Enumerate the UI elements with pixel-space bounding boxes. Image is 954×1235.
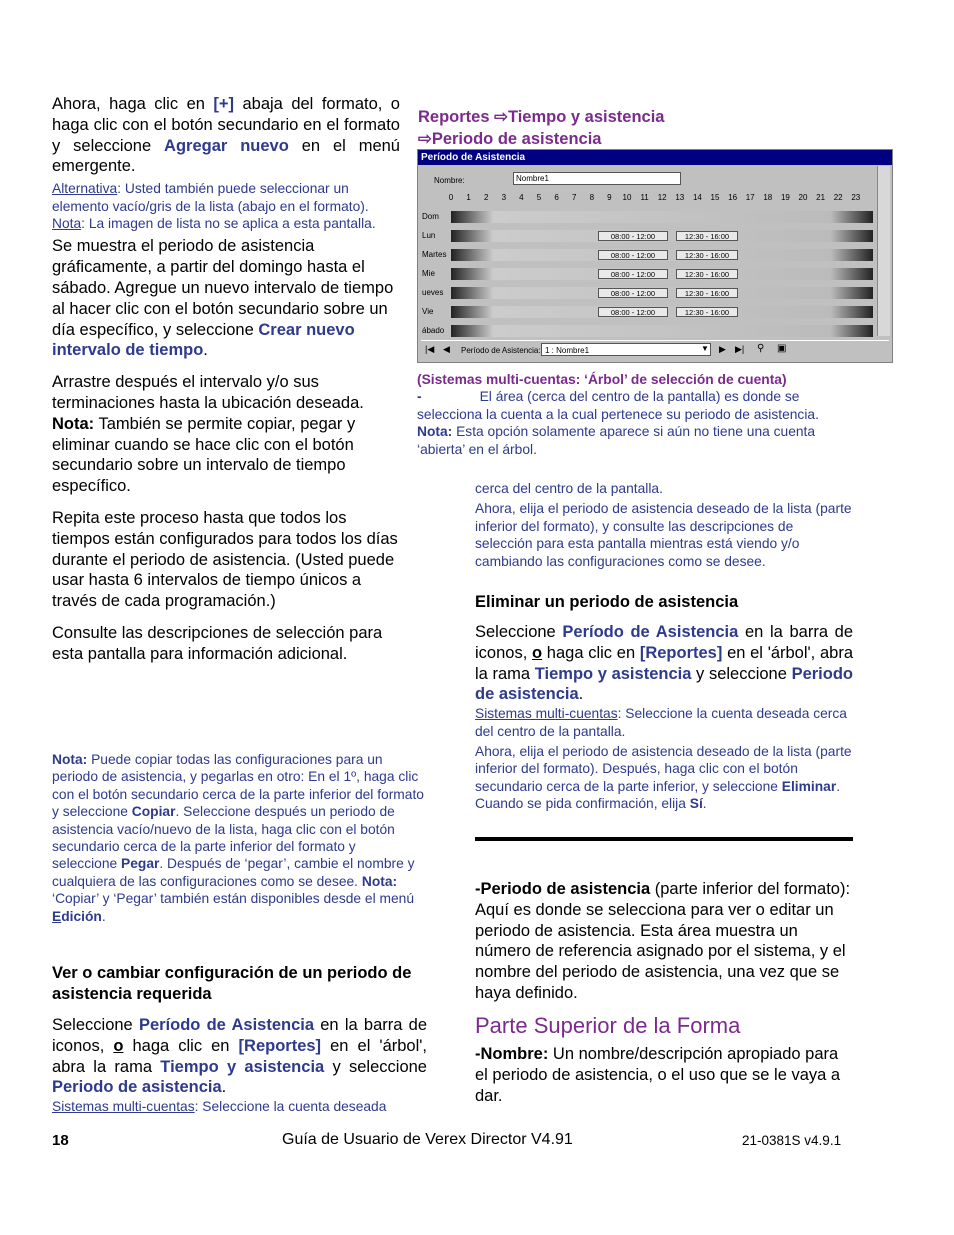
hour-label: 3: [501, 193, 507, 202]
hour-label: 11: [640, 193, 649, 202]
hour-label: 13: [675, 193, 685, 202]
window-title: Período de Asistencia: [418, 150, 892, 165]
form-top-section: [475, 1012, 853, 1106]
arrow-icon: ⇨: [418, 130, 432, 148]
time-interval[interactable]: 12:30 - 16:00: [676, 288, 738, 298]
time-interval[interactable]: 08:00 - 12:00: [598, 250, 668, 260]
day-label: Martes: [422, 250, 447, 259]
day-label: ábado: [422, 326, 445, 335]
delete-section: [475, 592, 853, 813]
hour-label: 19: [780, 193, 790, 202]
hour-label: 22: [833, 193, 843, 202]
hour-label: 5: [536, 193, 542, 202]
view-change-continued: cerca del centro de la pantalla. Ahora, elija el periodo de asistencia deseado de la lista (parte inferior del formato), y consulte las descripciones de selección para esta pantalla mientras está viendo y/o cambiando las configuraciones como se desee.: [475, 481, 852, 569]
next-record-icon[interactable]: ▶: [719, 344, 726, 354]
multi-account-note-left: Sistemas multi-cuentas: Seleccione la cuenta deseada: [52, 1099, 387, 1115]
attendance-period-window: [417, 149, 893, 363]
intro-paragraph: Ahora, haga clic en [+] abaja del formato, o haga clic con el botón secundario en el formato y seleccione Agregar nuevo en el menú emergente.: [52, 95, 400, 176]
copy-note: Nota: Puede copiar todas las configuraciones para un periodo de asistencia, y pegarlas en otro: En el 1º, haga clic con el botón secundario cerca de la parte inferior del formato y seleccione Copiar. Seleccione después un periodo de asistencia vacío/nuevo de la lista, haga clic con el botón secundario cerca de la parte inferior del formato y seleccione Pegar. Después de ‘pegar’, cambie el nombre y cualquiera de las configuraciones como se desee. Nota: ‘Copiar’ y ‘Pegar’ también están disponibles desde el menú Edición.: [52, 752, 424, 924]
delete-heading: Eliminar un periodo de asistencia: [475, 593, 739, 611]
time-interval[interactable]: 08:00 - 12:00: [598, 269, 668, 279]
time-interval[interactable]: 08:00 - 12:00: [598, 288, 668, 298]
hour-label: 14: [692, 193, 702, 202]
day-row[interactable]: [451, 306, 873, 318]
view-change-section: [52, 963, 427, 1116]
hour-label: 17: [745, 193, 755, 202]
view-change-paragraph: Seleccione Período de Asistencia en la barra de iconos, o haga clic en [Reportes] en el 'árbol', abra la rama Tiempo y asistencia y seleccione Periodo de asistencia.: [52, 1016, 427, 1097]
hour-label: 20: [798, 193, 808, 202]
view-change-heading: Ver o cambiar configuración de un periodo de asistencia requerida: [52, 964, 412, 1003]
delete-paragraph: Seleccione Período de Asistencia en la barra de iconos, o haga clic en [Reportes] en el 'árbol', abra la rama Tiempo y asistencia y seleccione Periodo de asistencia.: [475, 623, 854, 704]
hour-label: 21: [816, 193, 826, 202]
drag-paragraph: Arrastre después el intervalo y/o sus terminaciones hasta la ubicación deseada. Nota: También se permite copiar, pegar y eliminar cuando se hace clic con el botón secundario sobre un intervalo de tiempo específico.: [52, 373, 364, 496]
last-record-icon[interactable]: ▶|: [735, 344, 745, 354]
time-interval[interactable]: 12:30 - 16:00: [676, 250, 738, 260]
period-description: -Periodo de asistencia (parte inferior del formato): Aquí es donde se selecciona para ver o editar un periodo de asistencia. Esta área muestra un número de referencia asignado por el sistema, y el nombre del periodo de asistencia, una vez que se haya definido.: [475, 880, 851, 1002]
name-label: Nombre:: [434, 176, 465, 185]
time-interval[interactable]: 08:00 - 12:00: [598, 231, 668, 241]
footer-title: Guía de Usuario de Verex Director V4.91: [282, 1131, 573, 1148]
section-divider: [475, 837, 853, 841]
consult-paragraph: Consulte las descripciones de selección para esta pantalla para información adicional.: [52, 623, 383, 663]
period-label: Período de Asistencia:: [461, 346, 541, 355]
day-row[interactable]: [451, 268, 873, 280]
hour-label: 16: [728, 193, 738, 202]
day-row[interactable]: [451, 287, 873, 299]
prev-record-icon[interactable]: ◀: [443, 344, 450, 354]
day-label: Mie: [422, 269, 435, 278]
day-row[interactable]: [451, 325, 873, 337]
name-input[interactable]: [513, 172, 681, 185]
hour-label: 15: [710, 193, 720, 202]
arrow-icon: ⇨: [494, 108, 508, 126]
day-row[interactable]: [451, 249, 873, 261]
hour-label: 0: [448, 193, 454, 202]
print-icon[interactable]: ▣: [777, 343, 787, 354]
image-note: Nota: La imagen de lista no se aplica a esta pantalla.: [52, 216, 376, 231]
day-label: ueves: [422, 288, 444, 297]
breadcrumb: Reportes ⇨Tiempo y asistencia ⇨Periodo de asistencia: [418, 108, 665, 148]
delete-note: Ahora, elija el periodo de asistencia deseado de la lista (parte inferior del formato). Después, haga clic con el botón secundario cerca de la parte inferior, y seleccione Eliminar. Cuando se pida confirmación, elija Sí.: [475, 744, 852, 812]
multi-account-note-right: Sistemas multi-cuentas: Seleccione la cuenta deseada cerca del centro de la pantalla.: [475, 706, 847, 739]
hour-label: 4: [519, 193, 524, 202]
hour-label: 12: [657, 193, 667, 202]
name-description: -Nombre: Un nombre/descripción apropiado para el periodo de asistencia, o el uso que se le vaya a dar.: [475, 1045, 841, 1105]
hour-label: 10: [622, 193, 632, 202]
footer-code: 21-0381S v4.9.1: [742, 1133, 842, 1148]
hour-label: 1: [466, 193, 471, 202]
period-select[interactable]: 1 : Nombre1: [541, 343, 711, 356]
hour-label: 8: [589, 193, 595, 202]
left-column: [52, 94, 400, 665]
chevron-down-icon[interactable]: ▼: [701, 344, 709, 353]
first-record-icon[interactable]: |◀: [425, 344, 435, 354]
page-number: 18: [52, 1132, 69, 1149]
graphic-paragraph: Se muestra el periodo de asistencia gráficamente, a partir del domingo hasta el sábado. Agregue un nuevo intervalo de tiempo al hacer clic con el botón secundario sobre un día específico, y seleccione Crear nuevo intervalo de tiempo.: [52, 237, 394, 360]
repeat-paragraph: Repita este proceso hasta que todos los tiempos están configurados para todos los días durante el periodo de asistencia. (Usted puede usar hasta 6 intervalos de tiempo únicos a través de cada programación.): [52, 508, 398, 611]
day-row[interactable]: [451, 211, 873, 223]
account-tree-caption: (Sistemas multi-cuentas: ‘Árbol’ de selección de cuenta) - El área (cerca del centro de la pantalla) es donde se selecciona la cuenta a la cual pertenece su periodo de asistencia. Nota: Esta opción solamente aparece si aún no tiene una cuenta ‘abierta’ en el árbol.: [417, 372, 819, 457]
vertical-scrollbar[interactable]: [877, 166, 890, 336]
time-interval[interactable]: 12:30 - 16:00: [676, 269, 738, 279]
hour-label: 23: [851, 193, 861, 202]
hour-label: 2: [483, 193, 489, 202]
hour-label: 6: [554, 193, 559, 202]
form-top-heading: Parte Superior de la Forma: [475, 1013, 741, 1038]
alternative-note: Alternativa: Usted también puede seleccionar un elemento vacío/gris de la lista (abajo en el formato).: [52, 181, 369, 214]
record-navigator: [421, 340, 889, 359]
search-icon[interactable]: ⚲: [757, 343, 765, 354]
hour-label: 9: [607, 193, 612, 202]
day-label: Lun: [422, 231, 436, 240]
hour-label: 7: [571, 193, 577, 202]
day-row[interactable]: [451, 230, 873, 242]
time-interval[interactable]: 08:00 - 12:00: [598, 307, 668, 317]
hour-label: 18: [763, 193, 773, 202]
day-label: Vie: [422, 307, 434, 316]
time-interval[interactable]: 12:30 - 16:00: [676, 307, 738, 317]
time-interval[interactable]: 12:30 - 16:00: [676, 231, 738, 241]
day-label: Dom: [422, 212, 439, 221]
